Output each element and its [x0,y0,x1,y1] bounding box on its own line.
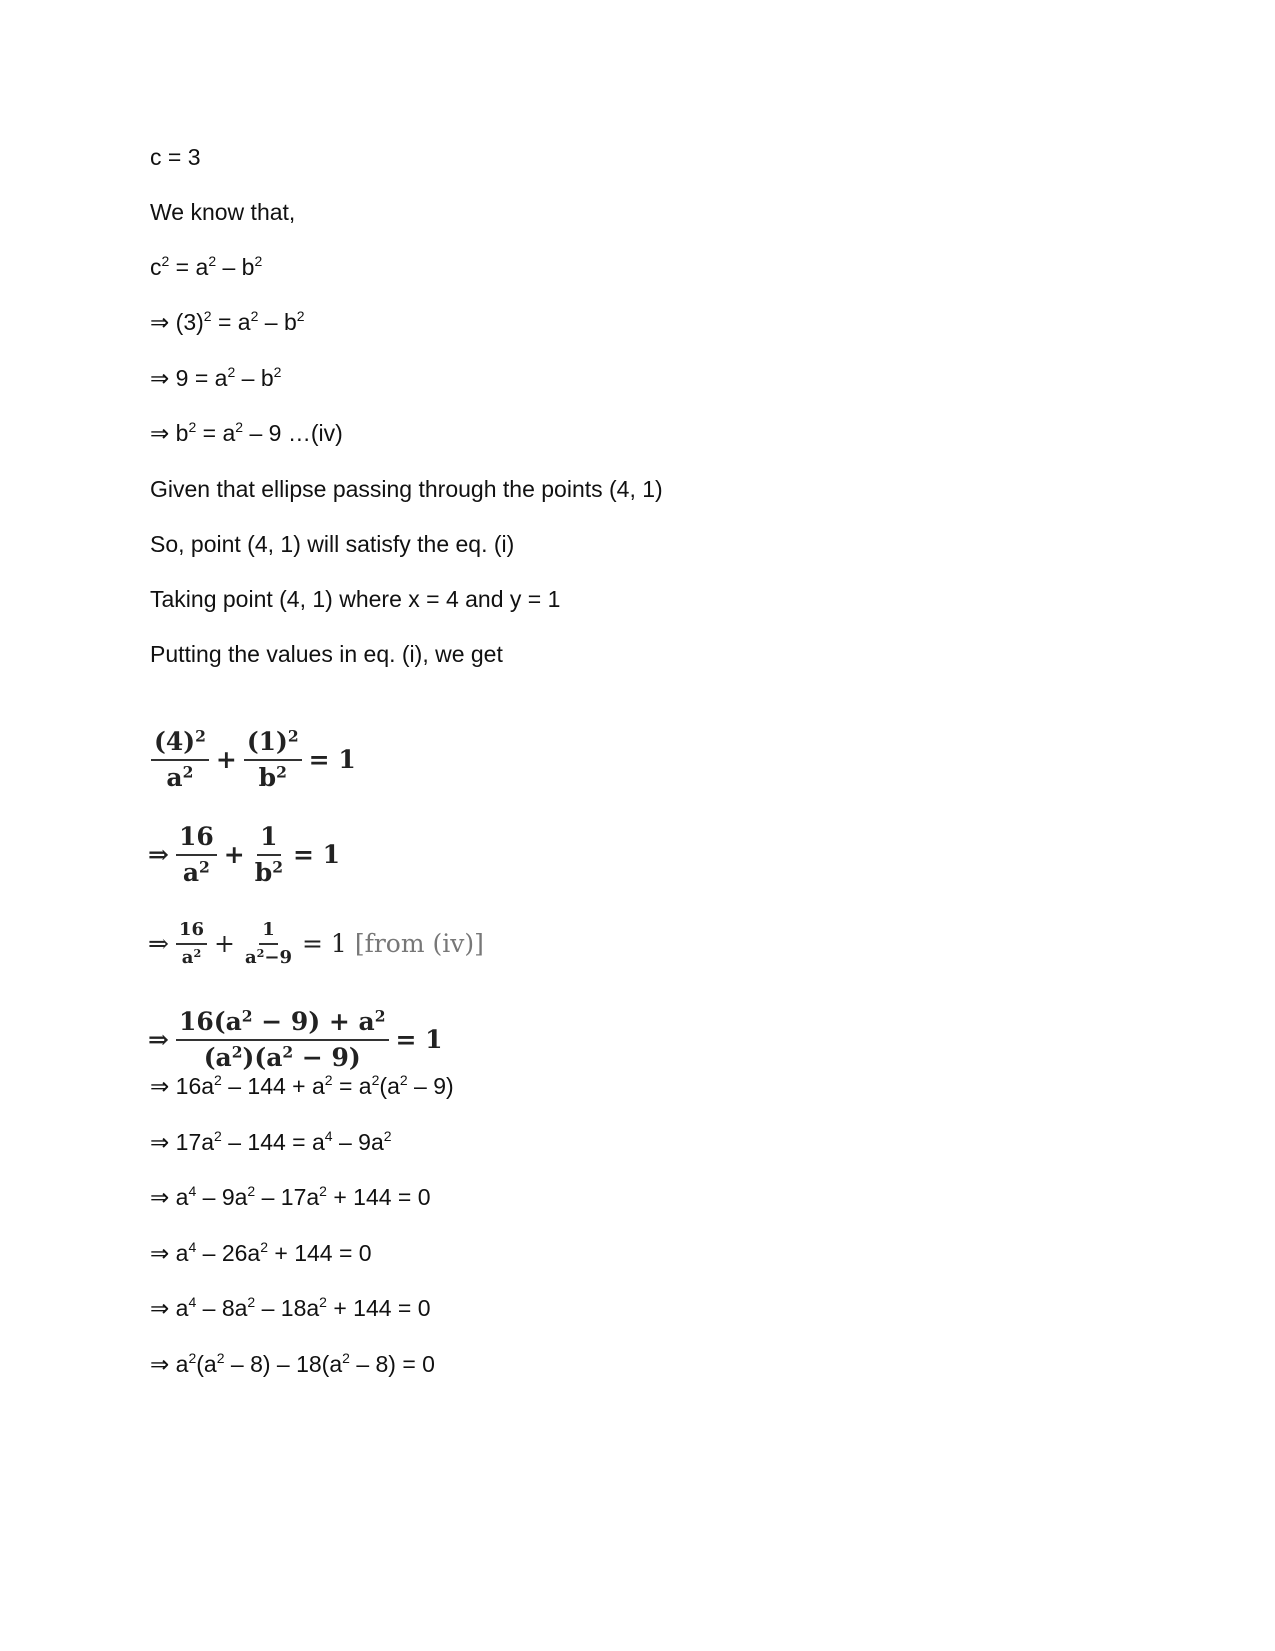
superscript: 2 [256,946,265,960]
superscript: 2 [383,1128,392,1144]
text-run: – b [216,254,255,280]
text-run: – 9a [332,1129,384,1155]
equals-rhs: = 1 [308,745,356,774]
math-text: a [166,762,183,792]
text-run: + 144 = 0 [326,1184,431,1210]
text-run: + 144 = 0 [268,1240,372,1266]
math-text: b [258,762,277,792]
text-run: – 17a [255,1184,320,1210]
plus-sign: + [223,840,245,869]
superscript: 4 [324,1128,333,1144]
implies-arrow: ⇒ [148,840,169,869]
denominator [252,856,286,887]
equation-4 [148,1008,447,1071]
superscript: 2 [273,364,282,380]
text-run: + 144 = 0 [326,1295,431,1321]
superscript: 2 [399,1072,408,1088]
text-run: (a [196,1351,217,1377]
superscript: 2 [182,761,194,781]
superscript: 2 [371,1072,380,1088]
superscript: 2 [214,1128,222,1144]
text-run: ⇒ a [150,1240,189,1266]
plus-sign: + [215,745,237,774]
denominator [179,945,204,968]
text-run: – 9) [407,1073,454,1099]
math-text: (1) [246,727,288,756]
superscript: 2 [227,364,236,380]
text-line: We know that, [150,199,296,225]
text-run: = a [169,254,209,280]
denominator [256,761,290,792]
math-text: a [181,946,194,968]
superscript: 2 [374,1006,386,1026]
superscript: 2 [282,1041,294,1061]
superscript: 2 [324,1072,333,1088]
numerator: 16 [176,823,217,856]
denominator [201,1041,364,1072]
math-text: )(a [242,1042,283,1072]
text-line [150,1182,431,1212]
superscript: 2 [216,1350,225,1366]
superscript: 2 [276,761,287,781]
numerator: 16 [176,920,207,945]
text-line: Putting the values in eq. (i), we get [150,641,503,667]
math-text: (a [203,1042,232,1072]
text-run: – 9 …(iv) [243,420,343,446]
superscript: 2 [319,1183,327,1199]
math-text: (4) [154,727,196,756]
denominator [163,761,196,792]
math-text: a [244,946,257,968]
text-line [150,418,343,448]
text-line [150,1238,372,1268]
text-line [150,1349,435,1379]
fraction [151,728,209,791]
superscript: 2 [296,308,305,324]
equation-2 [148,823,344,886]
denominator [242,945,295,968]
text-line [150,307,305,337]
fraction [242,920,295,968]
superscript: 2 [250,308,259,324]
numerator [151,728,209,761]
text-run: c [150,254,162,280]
text-line [150,1071,454,1101]
text-line [150,1293,431,1323]
math-text: 16(a [178,1007,242,1036]
text-line: c = 3 [150,144,201,170]
superscript: 2 [254,253,263,269]
text-run: ⇒ a [150,1295,189,1321]
text-run: ⇒ 9 = a [150,365,228,391]
text-run: – 18a [255,1295,320,1321]
text-run: (a [379,1073,400,1099]
text-line: Given that ellipse passing through the points (4, 1) [150,476,663,502]
text-run: ⇒ 17a [150,1129,215,1155]
math-text: − 9) + a [252,1007,375,1036]
superscript: 2 [260,1239,268,1255]
numerator: 1 [257,823,280,856]
superscript: 2 [319,1294,327,1310]
implies-arrow: ⇒ [148,929,169,959]
math-text: −9 [264,946,293,968]
superscript: 4 [188,1294,197,1310]
superscript: 2 [208,253,217,269]
text-run: ⇒ a [150,1184,189,1210]
text-run: ⇒ (3) [150,309,204,335]
text-run: ⇒ 16a [150,1073,215,1099]
superscript: 2 [188,419,197,435]
fraction [244,728,302,791]
text-line: So, point (4, 1) will satisfy the eq. (i) [150,531,515,557]
superscript: 2 [203,308,212,324]
text-line [150,252,262,282]
superscript: 2 [188,1350,197,1366]
text-run: – 9a [196,1184,248,1210]
text-run: ⇒ a [150,1351,189,1377]
text-line [150,363,281,393]
reference-note: [from (iv)] [354,929,484,959]
text-run: = a [211,309,251,335]
text-run: – 144 + a [221,1073,325,1099]
superscript: 4 [188,1239,197,1255]
fraction [176,823,217,886]
fraction [176,1008,389,1071]
superscript: 2 [342,1350,350,1366]
superscript: 2 [272,856,283,876]
numerator [176,1008,389,1041]
text-run: – b [235,365,274,391]
numerator [244,728,302,761]
numerator: 1 [259,920,278,945]
superscript: 4 [188,1183,197,1199]
plus-sign: + [214,929,235,959]
equals-rhs: = 1 [292,840,341,869]
text-run: – 8) – 18(a [224,1351,343,1377]
math-text: a [182,857,200,887]
equals-rhs: = 1 [395,1025,443,1054]
text-run: – 8a [196,1295,248,1321]
superscript: 2 [195,726,206,746]
superscript: 2 [241,1006,253,1026]
superscript: 2 [231,1041,243,1061]
fraction [176,920,207,968]
text-line [150,1127,392,1157]
superscript: 2 [161,253,170,269]
superscript: 2 [199,856,210,876]
equation-1 [148,728,360,791]
denominator [180,856,213,887]
text-run: = a [332,1073,372,1099]
superscript: 2 [247,1183,256,1199]
math-text: b [254,857,273,887]
text-run: – 144 = a [221,1129,325,1155]
text-run: – b [258,309,297,335]
equation-3 [148,920,488,968]
superscript: 2 [287,726,299,746]
superscript: 2 [214,1072,222,1088]
math-text: − 9) [293,1042,361,1072]
text-run: ⇒ b [150,420,189,446]
text-run: – 8) = 0 [349,1351,435,1377]
text-run: – 26a [196,1240,261,1266]
equals-rhs: = 1 [302,929,347,959]
text-line: Taking point (4, 1) where x = 4 and y = 1 [150,586,561,612]
superscript: 2 [235,419,244,435]
superscript: 2 [247,1294,256,1310]
text-run: = a [196,420,236,446]
superscript: 2 [193,946,202,960]
implies-arrow: ⇒ [148,1025,169,1054]
fraction [252,823,286,886]
